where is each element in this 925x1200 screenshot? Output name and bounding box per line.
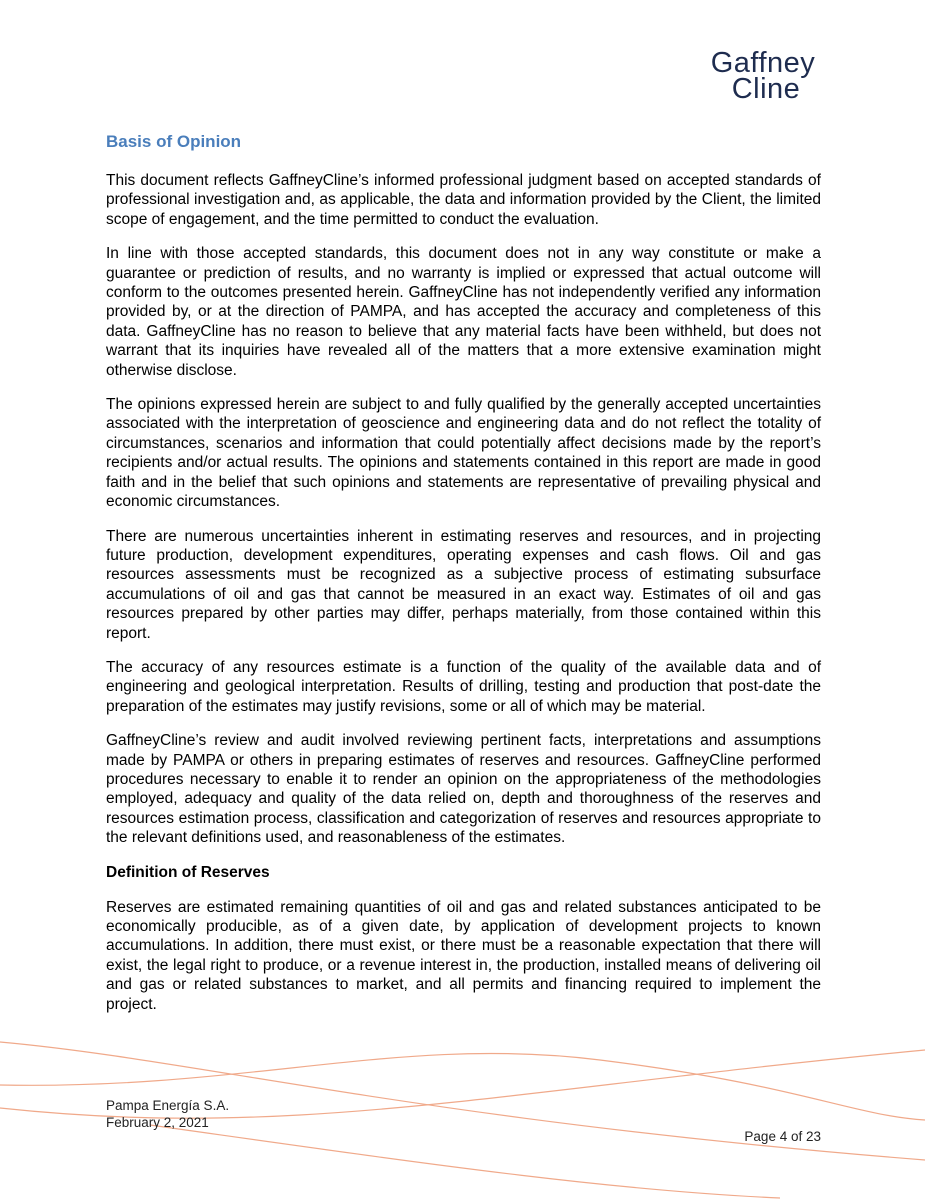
wave-line-4 <box>150 1125 780 1198</box>
logo-line-1: Gaffney <box>710 47 816 79</box>
footer-page-number: Page 4 of 23 <box>744 1129 821 1144</box>
footer-date: February 2, 2021 <box>106 1115 209 1130</box>
footer-company: Pampa Energía S.A. <box>106 1098 230 1113</box>
subsection-title: Definition of Reserves <box>106 863 270 881</box>
paragraph-2: In line with those accepted standards, this document does not in any way constitute or make a guarantee or prediction of results, and no warranty is implied or expressed that actual outcome will conform to the outcomes presented herein. GaffneyCline has not independently verified any information provided by, or at the direction of PAMPA, and has accepted the accuracy and completeness of this data. GaffneyCline has no reason to believe that any material facts have been withheld, but does not warrant that its inquiries have revealed all of the matters that a more extensive examination might otherwise disclose. <box>106 245 821 379</box>
document-body <box>106 131 821 1029</box>
paragraph-6: GaffneyCline’s review and audit involved reviewing pertinent facts, interpretations and assumptions made by PAMPA or others in preparing estimates of reserves and resources. GaffneyCline performed procedures necessary to enable it to render an opinion on the appropriateness of the methodologies employed, adequacy and quality of the data relied on, depth and thoroughness of the reserves and resources estimation process, classification and categorization of reserves and resources appropriate to the relevant definitions used, and reasonableness of the estimates. <box>106 732 821 847</box>
paragraph-1: This document reflects GaffneyCline’s informed professional judgment based on accepted standards of professional investigation and, as applicable, the data and information provided by the Client, the limited scope of engagement, and the time permitted to conduct the evaluation. <box>106 172 821 228</box>
paragraph-5: The accuracy of any resources estimate is a function of the quality of the available data and of engineering and geological interpretation. Results of drilling, testing and production that post-date the preparation of the estimates may justify revisions, some or all of which may be material. <box>106 658 821 715</box>
footer-client-info <box>106 1097 229 1131</box>
logo-line-2: Cline <box>731 73 801 105</box>
gaffneycline-logo <box>700 47 822 105</box>
section-title: Basis of Opinion <box>106 132 242 151</box>
paragraph-4: There are numerous uncertainties inherent in estimating reserves and resources, and in projecting future production, development expenditures, operating expenses and cash flows. Oil and gas resources assessments must be recognized as a subjective process of estimating subsurface accumulations of oil and gas that cannot be measured in an exact way. Estimates of oil and gas resources prepared by other parties may differ, perhaps materially, from those contained within this report. <box>106 527 821 642</box>
reserves-paragraph: Reserves are estimated remaining quantities of oil and gas and related substances anticipated to be economically producible, as of a given date, by application of development projects to known accumulations. In addition, there must exist, or there must be a reasonable expectation that there will exist, the legal right to produce, or a revenue interest in, the production, installed means of delivering oil and gas or related substances to market, and all permits and financing required to implement the project. <box>106 898 821 1013</box>
paragraph-3: The opinions expressed herein are subject to and fully qualified by the generally accepted uncertainties associated with the interpretation of geoscience and engineering data and do not reflect the totality of circumstances, scenarios and information that could potentially affect decisions made by the report’s recipients and/or actual results. The opinions and statements contained in this report are made in good faith and in the belief that such opinions and statements are representative of prevailing physical and economic circumstances. <box>106 396 821 511</box>
